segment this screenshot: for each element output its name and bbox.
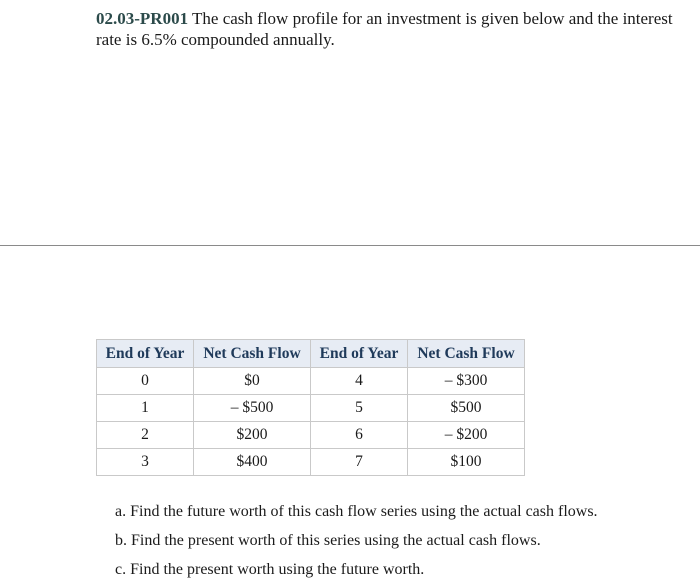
table-row xyxy=(97,395,525,422)
table-cell: 2 xyxy=(97,422,194,449)
table-cell: 7 xyxy=(311,449,408,476)
table-cell: 6 xyxy=(311,422,408,449)
table-header-row xyxy=(97,340,525,368)
question-c: c. Find the present worth using the future worth. xyxy=(115,561,425,578)
question-b: b. Find the present worth of this series using the actual cash flows. xyxy=(115,532,541,549)
table-cell: – $300 xyxy=(408,368,525,395)
header-net-cash-flow-2: Net Cash Flow xyxy=(408,340,525,368)
table-cell: $100 xyxy=(408,449,525,476)
table-row xyxy=(97,368,525,395)
table-cell: – $200 xyxy=(408,422,525,449)
problem-statement xyxy=(96,8,676,50)
cash-flow-table xyxy=(96,339,525,476)
table-row xyxy=(97,422,525,449)
table-cell: 1 xyxy=(97,395,194,422)
table-cell: 5 xyxy=(311,395,408,422)
problem-id: 02.03-PR001 xyxy=(96,9,189,28)
table-cell: 0 xyxy=(97,368,194,395)
table-cell: 3 xyxy=(97,449,194,476)
table-cell: $400 xyxy=(194,449,311,476)
header-net-cash-flow-1: Net Cash Flow xyxy=(194,340,311,368)
question-a: a. Find the future worth of this cash flow series using the actual cash flows. xyxy=(115,503,598,520)
section-divider xyxy=(0,245,700,246)
table-row xyxy=(97,449,525,476)
table-cell: 4 xyxy=(311,368,408,395)
table-cell: $500 xyxy=(408,395,525,422)
problem-text: The cash flow profile for an investment is given below and the interest rate is 6.5% compounded annually. xyxy=(96,9,673,49)
question-list xyxy=(115,497,598,584)
table-cell: – $500 xyxy=(194,395,311,422)
header-end-of-year-1: End of Year xyxy=(97,340,194,368)
table-cell: $0 xyxy=(194,368,311,395)
table-cell: $200 xyxy=(194,422,311,449)
header-end-of-year-2: End of Year xyxy=(311,340,408,368)
